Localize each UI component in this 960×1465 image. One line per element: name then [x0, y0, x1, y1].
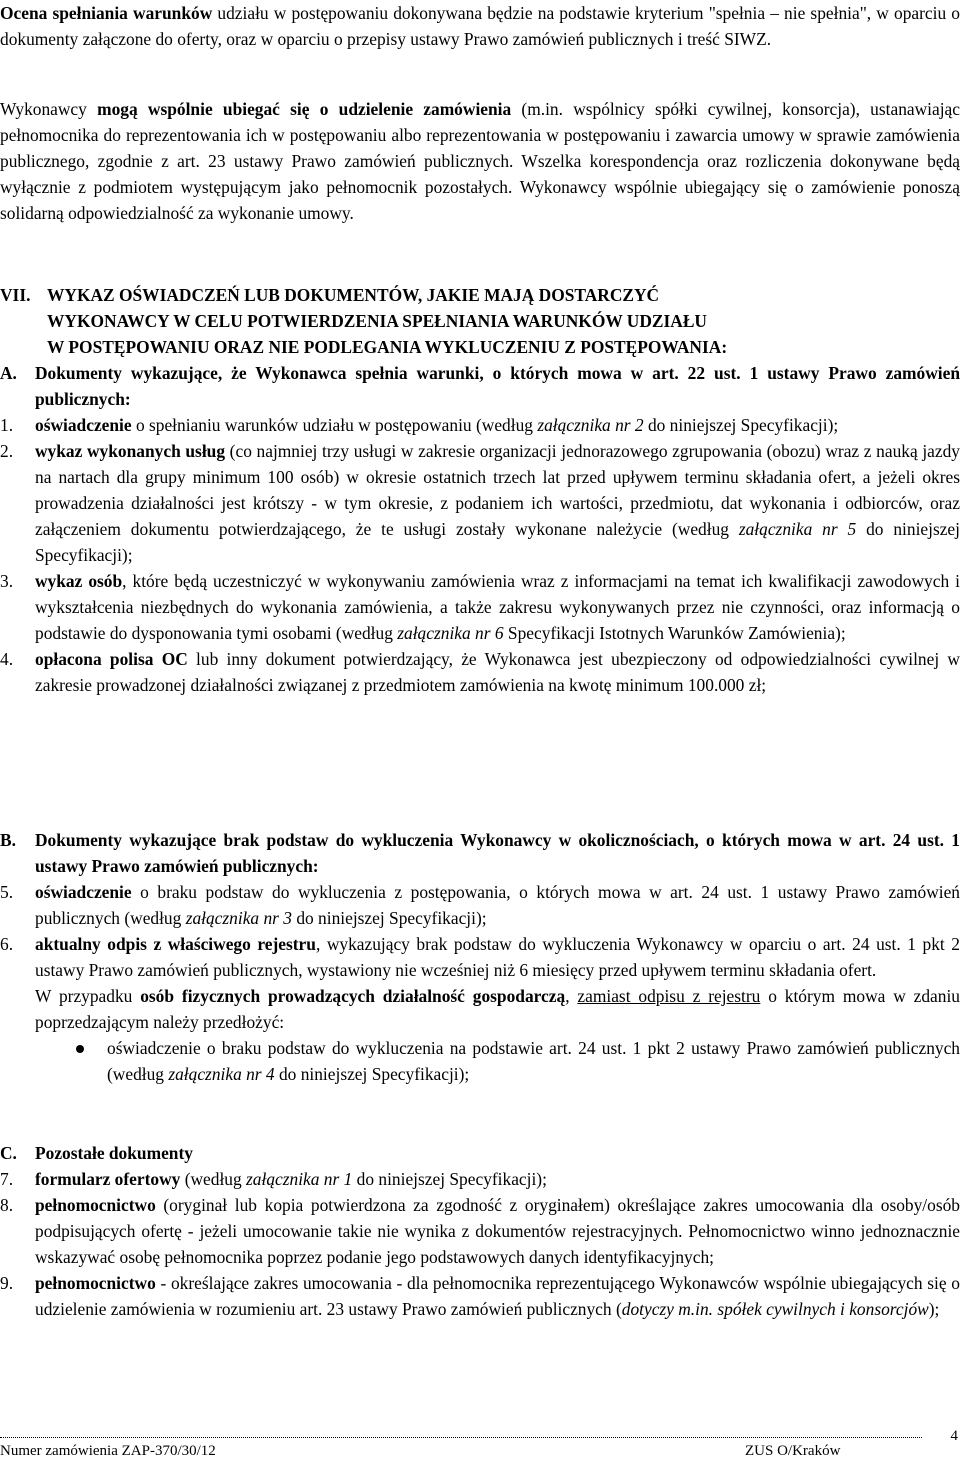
item-text: o braku podstaw do wykluczenia z postępowania, o których mowa w art. 24 ust. 1 ustawy Prawo zamówień publicznych (według	[35, 882, 960, 928]
subsection-title: Pozostałe dokumenty	[35, 1143, 193, 1163]
bullet-item	[0, 1035, 960, 1087]
list-item	[0, 438, 960, 568]
paragraph-evaluation	[0, 0, 960, 52]
item-reference: dotyczy m.in. spółek cywilnych i konsorcjów	[621, 1299, 929, 1319]
item-keyword: osób fizycznych prowadzących działalność gospodarczą	[140, 986, 566, 1006]
list-item	[0, 646, 960, 698]
item-text: );	[928, 1299, 940, 1319]
item-reference: załącznika nr 2	[537, 415, 644, 435]
item-reference: załącznika nr 6	[397, 623, 504, 643]
page-number: 4	[950, 1428, 958, 1444]
paragraph-text: (m.in. wspólnicy spółki cywilnej, konsorcja), ustanawiając pełnomocnika do reprezentowania ich w postępowaniu albo reprezentowania w postępowaniu i zawarcia umowy w sprawie zamówienia publicznego, zgodnie z art. 23 ustawy Prawo zamówień publicznych. Wszelka korespondencja oraz rozliczenia dokonywane będą wyłącznie z podmiotem występującym jako pełnomocnik pozostałych. Wykonawcy wspólnie ubiegający się o zamówienie ponoszą solidarną odpowiedzialność za wykonanie umowy.	[0, 99, 960, 223]
item-number: 2.	[0, 441, 14, 461]
item-keyword: aktualny odpis z właściwego rejestru	[35, 934, 316, 954]
item-reference: załącznika nr 1	[246, 1169, 353, 1189]
bold-phrase: mogą wspólnie ubiegać się o udzielenie zamówienia	[97, 99, 512, 119]
list-item	[0, 1192, 960, 1270]
list-a	[0, 412, 960, 698]
section-title-line: W POSTĘPOWANIU ORAZ NIE PODLEGANIA WYKLUCZENIU Z POSTĘPOWANIA:	[47, 337, 728, 357]
item-number: 6.	[0, 934, 14, 954]
item-text: do niniejszej Specyfikacji);	[643, 415, 839, 435]
item-number: 5.	[0, 882, 14, 902]
item-text: (według	[180, 1169, 247, 1189]
paragraph-text: udziału w postępowaniu dokonywana będzie na podstawie kryterium "spełnia – nie spełnia", w oparciu o dokumenty załączone do oferty, oraz w oparciu o przepisy ustawy Prawo zamówień publicznych i treść SIWZ.	[0, 3, 960, 49]
item-number: 9.	[0, 1273, 14, 1293]
item-text: , wykazujący brak podstaw do wykluczenia Wykonawcy w oparciu o art. 24 ust. 1 pkt 2 ustawy Prawo zamówień publicznych, wystawiony nie wcześniej niż 6 miesięcy przed upływem terminu składania ofert.	[35, 934, 960, 980]
subsection-c-heading	[0, 1140, 960, 1166]
item-number: 7.	[0, 1169, 14, 1189]
footer-order-number: Numer zamówienia ZAP-370/30/12	[0, 1443, 216, 1459]
item-reference: załącznika nr 5	[738, 519, 857, 539]
item-text: (co najmniej trzy usługi w zakresie organizacji jednorazowego zgrupowania (obozu) wraz z nauką jazdy na nartach dla grupy minimum 100 osób) w okresie ostatnich trzech lat przed upływem terminu składania ofert, a jeżeli okres prowadzenia działalności jest krótszy - w tym okresie, z podaniem ich wartości, przedmiotu, dat wykonania i odbiorców, oraz załączeniem dokumentu potwierdzającego, że te usługi zostały wykonane należycie (według	[35, 441, 960, 539]
item-keyword: pełnomocnictwo	[35, 1195, 156, 1215]
item-text: - określające zakres umocowania - dla pełnomocnika reprezentującego Wykonawców wspólnie ubiegających się o udzielenie zamówienia w rozumieniu art. 23 ustawy Prawo zamówień publicznych (	[35, 1273, 960, 1319]
list-item	[0, 879, 960, 931]
subsection-a-heading	[0, 360, 960, 412]
item-text: o spełnianiu warunków udziału w postępowaniu (według	[131, 415, 538, 435]
section-title-line: WYKAZ OŚWIADCZEŃ LUB DOKUMENTÓW, JAKIE MAJĄ DOSTARCZYĆ	[47, 285, 660, 305]
list-b	[0, 879, 960, 1087]
item-keyword: pełnomocnictwo	[35, 1273, 156, 1293]
subsection-number: B.	[0, 830, 16, 850]
subsection-b-heading	[0, 827, 960, 879]
item-keyword: wykaz osób	[35, 571, 123, 591]
item-number: 8.	[0, 1195, 14, 1215]
item-text: do niniejszej Specyfikacji);	[291, 908, 487, 928]
item-text: do niniejszej Specyfikacji);	[35, 519, 960, 565]
item-text: lub inny dokument potwierdzający, że Wykonawca jest ubezpieczony od odpowiedzialności cywilnej w zakresie prowadzonej działalności związanej z przedmiotem zamówienia na kwotę minimum 100.000 zł;	[35, 649, 960, 695]
item-reference: załącznika nr 4	[168, 1064, 275, 1084]
item-keyword: oświadczenie	[35, 882, 132, 902]
item-text: W przypadku	[35, 986, 141, 1006]
list-item-continuation	[0, 983, 960, 1035]
section-title-line: WYKONAWCY W CELU POTWIERDZENIA SPEŁNIANIA WARUNKÓW UDZIAŁU	[47, 311, 707, 331]
item-text: Specyfikacji Istotnych Warunków Zamówienia);	[503, 623, 846, 643]
paragraph-joint-bid	[0, 96, 960, 226]
bold-phrase: Ocena spełniania warunków	[0, 3, 213, 23]
paragraph-text: Wykonawcy	[0, 99, 98, 119]
list-item	[0, 1270, 960, 1322]
subsection-number: A.	[0, 363, 17, 383]
bullet-icon	[76, 1045, 84, 1053]
section-vii-heading	[0, 282, 960, 360]
item-text: , które będą uczestniczyć w wykonywaniu zamówienia wraz z informacjami na temat ich kwalifikacji zawodowych i wykształcenia niezbędnych do wykonania zamówienia, a także zakresu wykonywanych przez nie czynności, oraz informacją o podstawie do dysponowania tymi osobami (według	[35, 571, 960, 643]
list-item	[0, 931, 960, 983]
item-number: 1.	[0, 415, 14, 435]
subsection-number: C.	[0, 1143, 17, 1163]
item-keyword: opłacona polisa OC	[35, 649, 188, 669]
list-item	[0, 568, 960, 646]
item-text: do niniejszej Specyfikacji);	[352, 1169, 547, 1189]
item-text: do niniejszej Specyfikacji);	[274, 1064, 470, 1084]
list-item	[0, 1166, 960, 1192]
section-number: VII.	[0, 285, 31, 305]
item-keyword: wykaz wykonanych usług	[35, 441, 226, 461]
subsection-title: Dokumenty wykazujące, że Wykonawca spełnia warunki, o których mowa w art. 22 ust. 1 ustawy Prawo zamówień publicznych:	[35, 363, 960, 409]
item-text: oświadczenie o braku podstaw do wykluczenia na podstawie art. 24 ust. 1 pkt 2 ustawy Prawo zamówień publicznych (według	[107, 1038, 960, 1084]
list-item	[0, 412, 960, 438]
subsection-title: Dokumenty wykazujące brak podstaw do wykluczenia Wykonawcy w okolicznościach, o których mowa w art. 24 ust. 1 ustawy Prawo zamówień publicznych:	[35, 830, 960, 876]
item-number: 4.	[0, 649, 14, 669]
item-number: 3.	[0, 571, 14, 591]
item-text: ,	[565, 986, 578, 1006]
item-keyword: formularz ofertowy	[35, 1169, 181, 1189]
list-c	[0, 1166, 960, 1322]
footer-organization: ZUS O/Kraków	[745, 1443, 841, 1459]
footer-divider	[0, 1437, 922, 1438]
item-keyword: oświadczenie	[35, 415, 132, 435]
underlined-phrase: zamiast odpisu z rejestru	[577, 986, 761, 1006]
item-reference: załącznika nr 3	[185, 908, 292, 928]
item-text: o którym mowa w zdaniu poprzedzającym należy przedłożyć:	[35, 986, 960, 1032]
item-text: (oryginał lub kopia potwierdzona za zgodność z oryginałem) określające zakres umocowania dla osoby/osób podpisujących ofertę - jeżeli umocowanie takie nie wynika z dokumentów rejestracyjnych. Pełnomocnictwo winno jednoznacznie wskazywać osobę pełnomocnika poprzez podanie jego podstawowych danych identyfikacyjnych;	[35, 1195, 960, 1267]
